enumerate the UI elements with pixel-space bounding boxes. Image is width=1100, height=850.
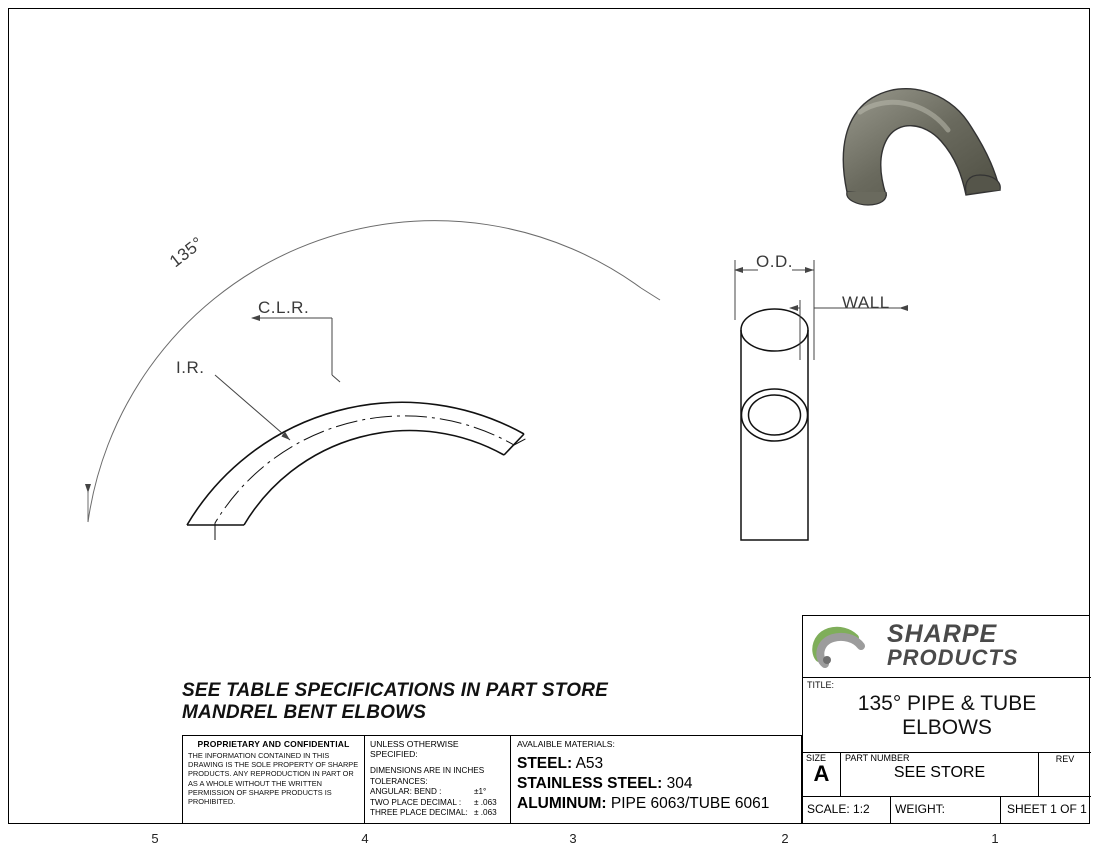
rev-cell <box>1039 753 1091 796</box>
tolerances-header: UNLESS OTHERWISE SPECIFIED: <box>370 739 459 759</box>
proprietary-body: THE INFORMATION CONTAINED IN THIS DRAWING IS THE SOLE PROPERTY OF SHARPE PRODUCTS. ANY REPRODUCTION IN PART OR AS A WHOLE WITHOUT THE WRITTEN PERMISSION OF SHARPE PRODUCTS IS PROHIBITED. <box>188 751 359 807</box>
zone-number: 3 <box>569 831 577 846</box>
tolerances-label: TOLERANCES: <box>370 776 428 786</box>
material-label: STAINLESS STEEL: <box>517 775 663 792</box>
drawing-title-line-1: 135° PIPE & TUBE <box>857 692 1037 715</box>
material-label: ALUMINUM: <box>517 795 607 812</box>
materials-cell <box>511 736 803 823</box>
material-row <box>517 794 797 814</box>
title-cell <box>803 678 1091 753</box>
scale-cell: SCALE: 1:2 <box>803 797 891 824</box>
logo-line-1: SHARPE <box>887 620 998 648</box>
rev-label: REV <box>1055 754 1075 764</box>
material-value: PIPE 6063/TUBE 6061 <box>610 795 770 812</box>
material-row <box>517 774 797 794</box>
materials-header: AVALAIBLE MATERIALS: <box>517 739 615 749</box>
zone-number: 4 <box>361 831 369 846</box>
weight-cell: WEIGHT: <box>891 797 1001 824</box>
tolerance-row-label: THREE PLACE DECIMAL: <box>370 808 468 817</box>
tolerances-units: DIMENSIONS ARE IN INCHES <box>370 766 485 775</box>
tolerance-row-value: ±1° <box>474 787 487 796</box>
size-partnumber-row <box>803 753 1091 797</box>
sheet-cell: SHEET 1 OF 1 <box>1007 802 1087 816</box>
material-row <box>517 754 797 774</box>
material-value: 304 <box>666 775 693 792</box>
logo <box>809 620 1085 674</box>
size-label: SIZE <box>806 753 827 763</box>
part-number-cell <box>841 753 1039 796</box>
title-label: TITLE: <box>807 680 835 690</box>
size-cell <box>803 753 841 796</box>
material-value: A53 <box>575 755 604 772</box>
tolerance-row-value: ± .063 <box>474 797 497 807</box>
size-value: A <box>813 761 830 786</box>
logo-text <box>887 622 1018 669</box>
part-number-value: SEE STORE <box>893 764 986 781</box>
proprietary-cell <box>183 736 365 823</box>
angle-label: 135° <box>166 233 207 271</box>
drawing-notes <box>182 680 608 724</box>
notes-line-1: SEE TABLE SPECIFICATIONS IN PART STORE <box>182 680 608 701</box>
tolerance-row <box>370 787 505 798</box>
proprietary-title: PROPRIETARY AND CONFIDENTIAL <box>197 739 350 749</box>
logo-line-2: PRODUCTS <box>887 645 1019 670</box>
wall-label: WALL <box>842 293 890 312</box>
tolerance-row <box>370 808 505 819</box>
tolerance-row-label: ANGULAR: BEND : <box>370 787 442 796</box>
clr-label: C.L.R. <box>258 298 310 317</box>
zone-number: 2 <box>781 831 789 846</box>
od-label: O.D. <box>756 252 793 271</box>
notes-line-2: MANDREL BENT ELBOWS <box>182 702 427 723</box>
drawing-title-line-2: ELBOWS <box>902 716 992 739</box>
scale-row <box>803 797 1091 824</box>
spec-block <box>182 735 802 824</box>
tolerance-row <box>370 798 505 809</box>
zone-number: 1 <box>991 831 999 846</box>
title-block <box>802 615 1090 824</box>
zone-number: 5 <box>151 831 159 846</box>
tolerance-row-value: ± .063 <box>474 808 497 817</box>
sharpe-logo-icon <box>809 620 881 670</box>
tolerance-row-label: TWO PLACE DECIMAL : <box>370 797 462 807</box>
part-number-label: PART NUMBER <box>845 753 910 763</box>
tolerances-cell <box>365 736 511 823</box>
material-label: STEEL: <box>517 755 573 772</box>
ir-label: I.R. <box>176 358 205 377</box>
logo-cell <box>803 616 1091 678</box>
